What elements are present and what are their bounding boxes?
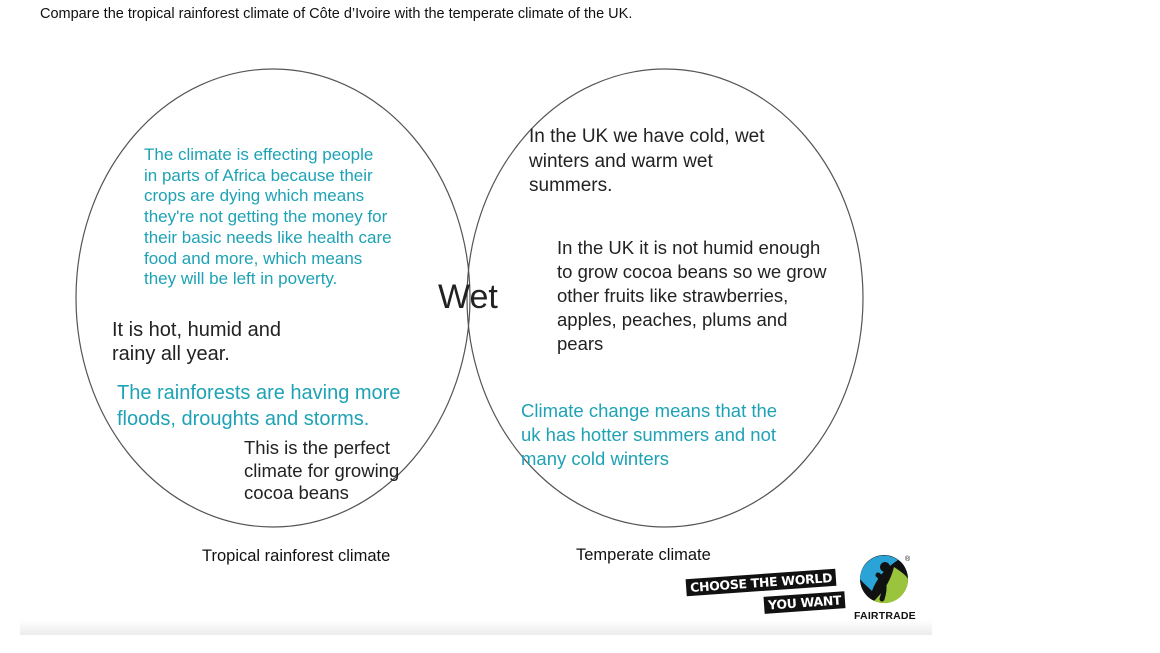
question-prompt: Compare the tropical rainforest climate of Côte d’Ivoire with the temperate climate of the UK. [40,6,633,22]
left-caption: Tropical rainforest climate [202,547,391,565]
right-note-climate-change: Climate change means that the uk has hotter summers and not many cold winters [521,400,778,470]
right-note-winters: In the UK we have cold, wet winters and warm wet summers. [529,126,765,197]
overlap-label: Wet [438,278,498,316]
slogan-banner [686,566,842,613]
left-note-floods: The rainforests are having more floods, droughts and storms. [117,382,401,430]
fairtrade-logo-label: FAIRTRADE [854,610,916,622]
slogan-line-1: CHOOSE THE WORLD [686,569,837,596]
left-note-hot-humid: It is hot, humid and rainy all year. [112,319,281,366]
left-note-poverty: The climate is effecting people in parts of Africa because their crops are dying which means they're not getting the money for their basic needs like health care food and more, which means they will be left in poverty. [144,145,392,289]
right-note-fruits: In the UK it is not humid enough to grow cocoa beans so we grow other fruits like strawberries, apples, peaches, plums and pears [557,237,827,355]
fairtrade-registered-mark: ® [905,556,911,563]
slide-bottom-edge [20,620,932,635]
right-caption: Temperate climate [576,546,711,564]
left-note-cocoa: This is the perfect climate for growing cocoa beans [244,437,400,504]
slogan-line-2: YOU WANT [764,591,846,614]
